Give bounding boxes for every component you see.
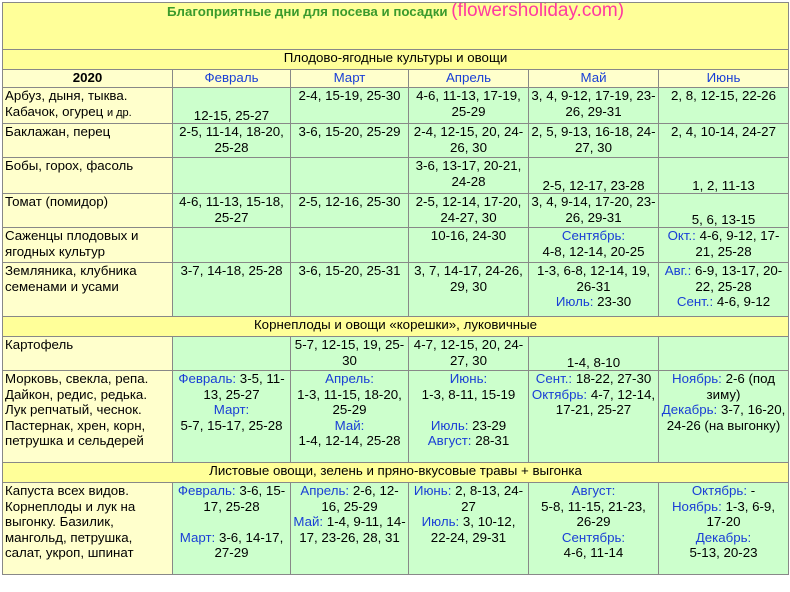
crop-name: Томат (помидор) — [3, 194, 173, 228]
date-cell: Апрель: 1-3, 11-15, 18-20, 25-29 Май: 1-4, 12-14, 25-28 — [291, 371, 409, 463]
table-row — [3, 337, 789, 371]
title-row — [3, 3, 789, 50]
date-cell: 4-6, 11-13, 15-18, 25-27 — [173, 194, 291, 228]
date-cell: Июнь: 2, 8-13, 24-27 Июль: 3, 10-12, 22-24, 29-31 — [409, 483, 529, 575]
table-row — [3, 158, 789, 194]
date-cell: 12-15, 25-27 — [173, 88, 291, 124]
section-row — [3, 463, 789, 483]
month-mar: Март — [291, 70, 409, 88]
date-cell: Февраль: 3-5, 11-13, 25-27 Март: 5-7, 15-17, 25-28 — [173, 371, 291, 463]
date-cell: 1, 2, 11-13 — [659, 158, 789, 194]
date-cell: Сент.: 18-22, 27-30 Октябрь: 4-7, 12-14, 17-21, 25-27 — [529, 371, 659, 463]
date-cell: 3, 4, 9-14, 17-20, 23-26, 29-31 — [529, 194, 659, 228]
section-roots: Корнеплоды и овощи «корешки», луковичные — [3, 317, 789, 337]
date-cell: Апрель: 2-6, 12-16, 25-29 Май: 1-4, 9-11, 14-17, 23-26, 28, 31 — [291, 483, 409, 575]
section-fruit: Плодово-ягодные культуры и овощи — [3, 50, 789, 70]
date-cell: 2-5, 11-14, 18-20, 25-28 — [173, 124, 291, 158]
date-cell: 4-7, 12-15, 20, 24-27, 30 — [409, 337, 529, 371]
date-cell: 2-5, 12-17, 23-28 — [529, 158, 659, 194]
section-leafy: Листовые овощи, зелень и пряно-вкусовые травы + выгонка — [3, 463, 789, 483]
table-row — [3, 483, 789, 575]
date-cell: 3-7, 14-18, 25-28 — [173, 263, 291, 317]
month-header — [3, 70, 789, 88]
site-link[interactable]: (flowersholiday.com) — [451, 2, 625, 21]
date-cell: 1-3, 6-8, 12-14, 19, 26-31 Июль: 23-30 — [529, 263, 659, 317]
date-cell: Авг.: 6-9, 13-17, 20-22, 25-28 Сент.: 4-6, 9-12 — [659, 263, 789, 317]
date-cell: 3, 4, 9-12, 17-19, 23-26, 29-31 — [529, 88, 659, 124]
month-apr: Апрель — [409, 70, 529, 88]
date-cell: 2, 4, 10-14, 24-27 — [659, 124, 789, 158]
table-row — [3, 228, 789, 263]
date-cell: Окт.: 4-6, 9-12, 17-21, 25-28 — [659, 228, 789, 263]
date-cell — [173, 228, 291, 263]
date-cell: Сентябрь: 4-8, 12-14, 20-25 — [529, 228, 659, 263]
date-cell — [291, 228, 409, 263]
section-row — [3, 50, 789, 70]
date-cell — [173, 337, 291, 371]
crop-name: Бобы, горох, фасоль — [3, 158, 173, 194]
date-cell: Июнь: 1-3, 8-11, 15-19 Июль: 23-29 Август: 28-31 — [409, 371, 529, 463]
table-row — [3, 371, 789, 463]
month-jun: Июнь — [659, 70, 789, 88]
date-cell: 1-4, 8-10 — [529, 337, 659, 371]
crop-name: Морковь, свекла, репа. Дайкон, редис, редька. Лук репчатый, чеснок. Пастернак, хрен, корн, петрушка и сельдерей — [3, 371, 173, 463]
date-cell: 4-6, 11-13, 17-19, 25-29 — [409, 88, 529, 124]
table-row — [3, 263, 789, 317]
crop-name: Баклажан, перец — [3, 124, 173, 158]
table-row — [3, 88, 789, 124]
date-cell: 2, 8, 12-15, 22-26 — [659, 88, 789, 124]
date-cell: 10-16, 24-30 — [409, 228, 529, 263]
date-cell: Ноябрь: 2-6 (под зиму) Декабрь: 3-7, 16-20, 24-26 (на выгонку) — [659, 371, 789, 463]
date-cell — [291, 158, 409, 194]
date-cell — [659, 337, 789, 371]
crop-name: Капуста всех видов. Корнеплоды и лук на выгонку. Базилик, мангольд, петрушка, салат, укроп, шпинат — [3, 483, 173, 575]
section-row — [3, 317, 789, 337]
crop-name: Картофель — [3, 337, 173, 371]
date-cell: 2-5, 12-14, 17-20, 24-27, 30 — [409, 194, 529, 228]
date-cell: Август: 5-8, 11-15, 21-23, 26-29 Сентябрь: 4-6, 11-14 — [529, 483, 659, 575]
planting-calendar — [2, 2, 788, 586]
date-cell: 5, 6, 13-15 — [659, 194, 789, 228]
crop-name: Земляника, клубника семенами и усами — [3, 263, 173, 317]
date-cell: 3-6, 15-20, 25-29 — [291, 124, 409, 158]
month-may: Май — [529, 70, 659, 88]
table-row — [3, 194, 789, 228]
date-cell — [173, 158, 291, 194]
date-cell: 2-4, 12-15, 20, 24-26, 30 — [409, 124, 529, 158]
table-row — [3, 124, 789, 158]
date-cell: Октябрь: - Ноябрь: 1-3, 6-9, 17-20 Декабрь: 5-13, 20-23 — [659, 483, 789, 575]
date-cell: 5-7, 12-15, 19, 25-30 — [291, 337, 409, 371]
crop-name: Саженцы плодовых и ягодных культур — [3, 228, 173, 263]
calendar-table — [2, 2, 789, 575]
title-text: Благоприятные дни для посева и посадки — [166, 4, 448, 19]
date-cell: Февраль: 3-6, 15-17, 25-28 Март: 3-6, 14-17, 27-29 — [173, 483, 291, 575]
date-cell: 3-6, 13-17, 20-21, 24-28 — [409, 158, 529, 194]
crop-name: Арбуз, дыня, тыква. Кабачок, огурец и др. — [3, 88, 173, 124]
date-cell: 2, 5, 9-13, 16-18, 24-27, 30 — [529, 124, 659, 158]
month-feb: Февраль — [173, 70, 291, 88]
year-cell: 2020 — [3, 70, 173, 88]
date-cell: 2-4, 15-19, 25-30 — [291, 88, 409, 124]
page-title — [3, 3, 789, 50]
date-cell: 2-5, 12-16, 25-30 — [291, 194, 409, 228]
date-cell: 3, 7, 14-17, 24-26, 29, 30 — [409, 263, 529, 317]
date-cell: 3-6, 15-20, 25-31 — [291, 263, 409, 317]
